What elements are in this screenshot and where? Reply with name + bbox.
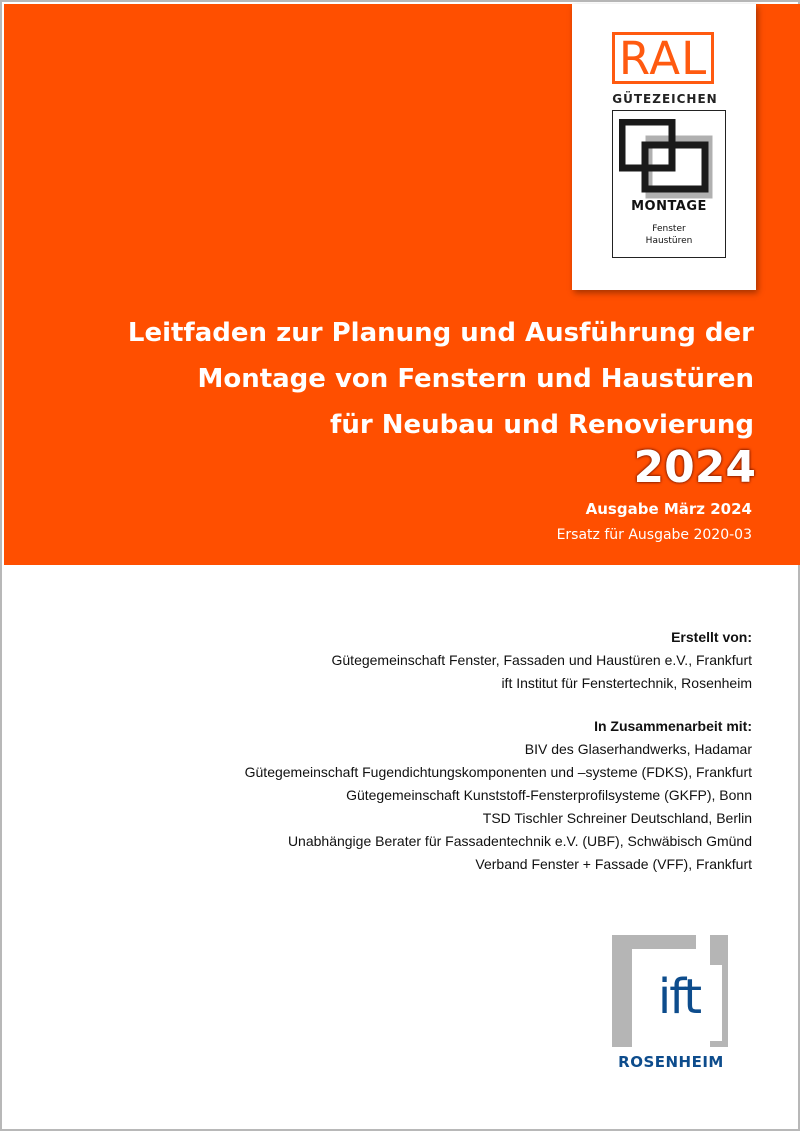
interlocked-squares-icon	[619, 119, 719, 199]
created-by-heading: Erstellt von:	[671, 629, 752, 645]
cooperation-item: TSD Tischler Schreiner Deutschland, Berlin	[482, 810, 752, 826]
title-line-2: Montage von Fenstern und Haustüren	[197, 364, 754, 394]
ift-city-label: ROSENHEIM	[618, 1053, 724, 1071]
ift-rosenheim-logo	[612, 935, 730, 1075]
seal-subtitle-line-2: Haustüren	[645, 236, 693, 246]
edition-year: 2024	[633, 442, 756, 493]
cooperation-item: Verband Fenster + Fassade (VFF), Frankfurt	[475, 856, 752, 872]
edition-label: Ausgabe März 2024	[585, 500, 752, 518]
created-by-item: Gütegemeinschaft Fenster, Fassaden und Haustüren e.V., Frankfurt	[331, 652, 752, 668]
spacer	[52, 695, 752, 715]
cooperation-item: Unabhängige Berater für Fassadentechnik e.V. (UBF), Schwäbisch Gmünd	[287, 833, 752, 849]
created-by-item: ift Institut für Fenstertechnik, Rosenheim	[501, 675, 752, 691]
ral-logo: RAL	[612, 32, 714, 84]
cooperation-item: BIV des Glaserhandwerks, Hadamar	[524, 741, 752, 757]
seal-title: MONTAGE	[631, 199, 707, 214]
title-line-1: Leitfaden zur Planung und Ausführung der	[127, 318, 754, 348]
seal-subtitle-line-1: Fenster	[652, 224, 686, 234]
title-line-3: für Neubau und Renovierung	[330, 410, 754, 440]
credits-section	[52, 626, 752, 876]
cooperation-item: Gütegemeinschaft Fugendichtungskomponenten und –systeme (FDKS), Frankfurt	[244, 764, 752, 780]
guetezeichen-label: GÜTEZEICHEN	[612, 92, 718, 106]
ift-wordmark: ift	[657, 969, 701, 1025]
cooperation-item: Gütegemeinschaft Kunststoff-Fensterprofilsysteme (GKFP), Bonn	[346, 787, 752, 803]
cooperation-heading: In Zusammenarbeit mit:	[594, 718, 752, 734]
montage-seal	[612, 110, 726, 258]
document-title	[54, 310, 754, 448]
replaces-edition-label: Ersatz für Ausgabe 2020-03	[556, 527, 752, 543]
ral-quality-seal	[572, 4, 756, 290]
seal-subtitle	[613, 223, 725, 247]
